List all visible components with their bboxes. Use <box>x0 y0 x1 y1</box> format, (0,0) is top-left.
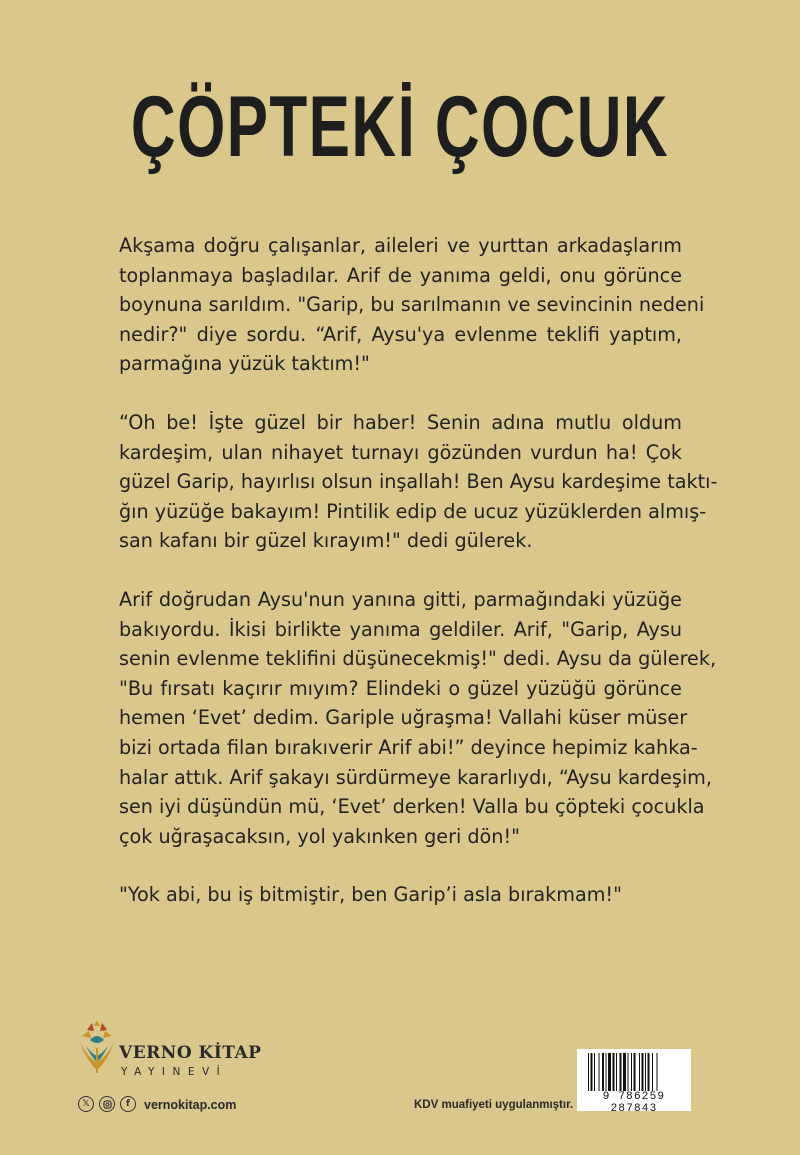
barcode-bar <box>623 1053 626 1091</box>
barcode-bar <box>594 1053 595 1091</box>
text-line: kardeşim, ulan nihayet turnayı gözünden vurdun ha! Çok <box>119 440 682 464</box>
instagram-icon[interactable] <box>99 1096 115 1112</box>
text-line: nedir?" diye sordu. “Arif, Aysu'ya evlenme teklifi yaptım, <box>119 322 682 346</box>
text-line: güzel Garip, hayırlısı olsun inşallah! Ben Aysu kardeşime taktı- <box>119 470 718 494</box>
text-line: “Oh be! İşte güzel bir haber! Senin adına mutlu oldum <box>119 410 682 434</box>
barcode-bar <box>616 1053 617 1091</box>
text-line: halar attık. Arif şakayı sürdürmeye kararlıydı, “Aysu kardeşim, <box>119 765 712 789</box>
paragraph-2 <box>119 408 718 556</box>
text-line: senin evlenme teklifini düşünecekmiş!" dedi. Aysu da gülerek, <box>119 647 717 671</box>
text-line: hemen ‘Evet’ dedim. Gariple uğraşma! Vallahi küser müser <box>119 706 688 730</box>
barcode-bar <box>599 1053 600 1091</box>
text-line: boynuna sarıldım. "Garip, bu sarılmanın ve sevincinin nedeni <box>119 293 705 317</box>
facebook-icon[interactable]: f <box>120 1096 136 1112</box>
paragraph-4 <box>119 880 682 910</box>
barcode-bar <box>631 1053 632 1091</box>
barcode-bar <box>645 1053 646 1091</box>
barcode-bar <box>628 1053 629 1091</box>
flower-icon <box>80 1020 114 1073</box>
barcode-bar <box>642 1053 644 1091</box>
barcode-bar <box>648 1053 650 1091</box>
barcode-bar <box>608 1053 611 1091</box>
barcode-bar <box>657 1053 658 1091</box>
barcode-bar <box>639 1053 640 1091</box>
barcode-bar <box>588 1053 589 1091</box>
social-icons <box>78 1096 136 1112</box>
isbn-barcode <box>577 1049 691 1115</box>
publisher-website[interactable]: vernokitap.com <box>144 1098 237 1112</box>
text-line: Akşama doğru çalışanlar, aileleri ve yurttan arkadaşlarım <box>119 234 682 257</box>
barcode-bar <box>602 1053 604 1091</box>
publisher-subtitle: YAYINEVİ <box>121 1066 228 1078</box>
text-line: "Bu fırsatı kaçırır mıyım? Elindeki o güzel yüzüğü görünce <box>119 676 682 700</box>
tax-note: KDV muafiyeti uygulanmıştır. <box>414 1099 574 1111</box>
x-icon[interactable]: 𝕏 <box>78 1096 94 1112</box>
publisher-name: VERNO KİTAP <box>119 1043 262 1063</box>
barcode-icon <box>588 1053 680 1091</box>
back-cover-text <box>119 231 718 939</box>
text-line: toplanmaya başladılar. Arif de yanıma geldi, onu görünce <box>119 263 682 287</box>
book-title: ÇÖPTEKİ ÇOCUK <box>130 79 670 175</box>
barcode-bar <box>652 1053 653 1091</box>
text-line: çok uğraşacaksın, yol yakınken geri dön!" <box>119 824 520 848</box>
text-line: bizi ortada filan bırakıverir Arif abi!” deyince hepimiz kahka- <box>119 735 698 759</box>
barcode-bar <box>591 1053 593 1091</box>
text-line: bakıyordu. İkisi birlikte yanıma geldiler. Arif, "Garip, Aysu <box>119 617 682 641</box>
text-line: Arif doğrudan Aysu'nun yanına gitti, parmağındaki yüzüğe <box>119 587 682 611</box>
isbn-number: 9 786259 287843 <box>602 1091 666 1115</box>
barcode-bar <box>606 1053 607 1091</box>
text-line: parmağına yüzük taktım!" <box>119 352 370 376</box>
text-line: "Yok abi, bu iş bitmiştir, ben Garip’i asla bırakmam!" <box>119 883 622 907</box>
paragraph-1 <box>119 231 705 379</box>
text-line: sen iyi düşündün mü, ‘Evet’ derken! Valla bu çöpteki çocukla <box>119 795 705 819</box>
paragraph-3 <box>119 585 717 851</box>
barcode-bar <box>620 1053 622 1091</box>
barcode-bar <box>613 1053 615 1091</box>
text-line: ğın yüzüğe bakayım! Pintilik edip de ucuz yüzüklerden almış- <box>119 499 707 523</box>
barcode-bar <box>634 1053 636 1091</box>
text-line: san kafanı bir güzel kırayım!" dedi gülerek. <box>119 529 533 553</box>
